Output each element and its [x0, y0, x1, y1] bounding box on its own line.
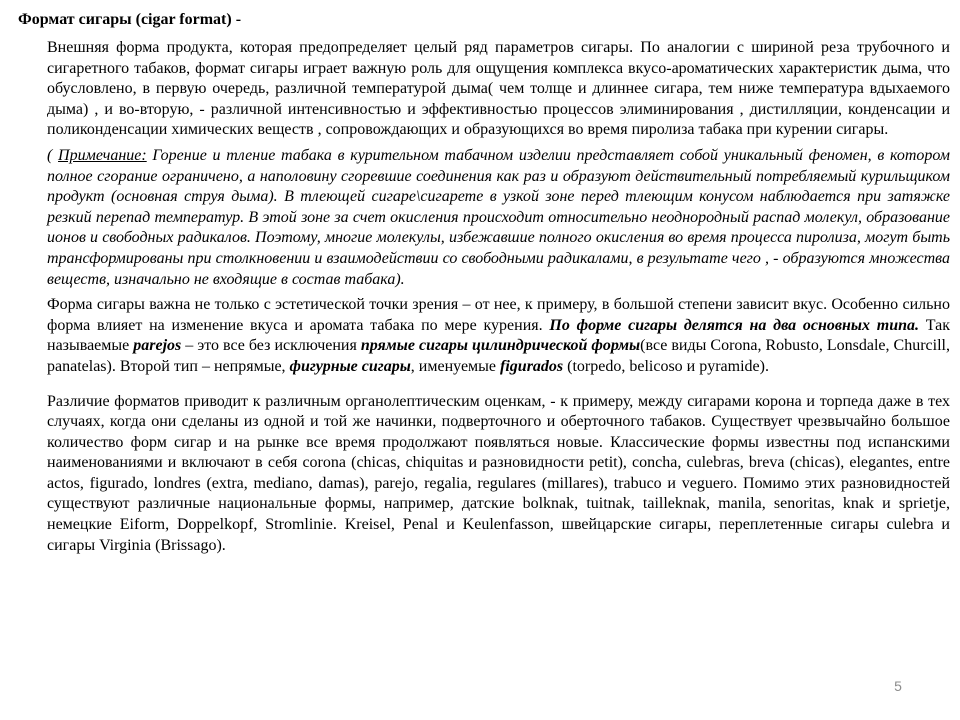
slide-title: Формат сигары (cigar format) - [18, 11, 242, 28]
shape-text-4: (все виды Corona, Robusto, Lonsdale, Churcill, panatelas). Второй тип – непрямые, [47, 337, 950, 375]
paragraph-note [47, 146, 950, 290]
note-label: Примечание: [58, 146, 147, 164]
shape-emphasis-figurados: figurados [500, 357, 564, 375]
shape-text-2: Так называемые [47, 316, 951, 355]
shape-text-6: (torpedo, belicoso и pyramide). [563, 357, 769, 375]
shape-emphasis-parejos: parejos [133, 337, 182, 355]
shape-text-3: – это все без исключения [181, 337, 361, 355]
page-number: 5 [894, 678, 902, 694]
slide-body [47, 38, 950, 561]
shape-text-1: Форма сигары важна не только с эстетической точки зрения – от нее, к примеру, в большой степени зависит вкус. Особенно сильно форма влияет на изменение вкуса и аромата табака по мере курения. [47, 296, 950, 334]
paragraph-format-definition: Внешняя форма продукта, которая предопределяет целый ряд параметров сигары. По аналогии с шириной реза трубочного и сигаретного табаков, формат сигары играет важную роль для ощущения комплекса вкусо-ароматических характеристик дыма, что обусловлено, в первую очередь, различной температурой дыма( чем толще и длиннее сигара, тем ниже температура вдыхаемого дыма) , и во-вторую, - различной интенсивностью и эффективностью процессов элиминирования , дистилляции, конденсации и поликонденсации химических веществ , сопровождающих и образующихся во время пиролиза табака при курении сигары. [47, 39, 950, 139]
paragraph-format-differences: Различие форматов приводит к различным органолептическим оценкам, - к примеру, между сигарами корона и торпеда даже в тех случаях, когда они сделаны из одной и той же начинки, подверточного и оберточного табаков. Существует чрезвычайно большое количество форм сигар и на рынке все время продолжают появляться новые. Классические формы известны под испанскими наименованиями и включают в себя corona (chicas, chiquitas и разновидности petit), concha, culebras, breva (chicas), elegantes, entre actos, figurado, londres (extra, mediano, damas), parejo, regalia, regulares (millares), trabuco и veguero. Помимо этих разновидностей существуют различные национальные формы, например, датские bolknak, tuitnak, tailleknak, manila, senoritas, knak и sprietje, немецкие Eiform, Doppelkopf, Stromlinie. Kreisel, Penal и Keulenfasson, швейцарские сигары, переплетенные сигары culebra и сигары Virginia (Brissago). [47, 392, 950, 554]
paragraph-shape-types [47, 295, 950, 377]
note-open-bracket: ( [47, 146, 59, 164]
note-text: Горение и тление табака в курительном табачном изделии представляет собой уникальный феномен, в котором полное сгорание ограничено, а наполовину сгоревшие соединения как раз и образуют действительный потребляемый курильщиком продукт (основная струя дыма). В тлеющей сигаре\сигарете в узкой зоне перед тлеющим конусом наблюдается при затяжке резкий перепад температур. В этой зоне за счет окисления происходит относительно неоднородный распад молекул, образование ионов и свободных радикалов. Поэтому, многие молекулы, избежавшие полного окисления во время процесса пиролиза, могут быть трансформированы при столкновении и взаимодействии со свободными радикалами, в результате чего , - образуются множества веществ, изначально не входящие в состав табака). [47, 146, 951, 288]
shape-emphasis-types: По форме сигары делятся на два основных типа. [549, 316, 919, 334]
shape-emphasis-figured: фигурные сигары [289, 357, 411, 375]
shape-emphasis-straight: прямые сигары цилиндрической формы [360, 337, 641, 355]
shape-text-5: , именуемые [410, 357, 501, 375]
